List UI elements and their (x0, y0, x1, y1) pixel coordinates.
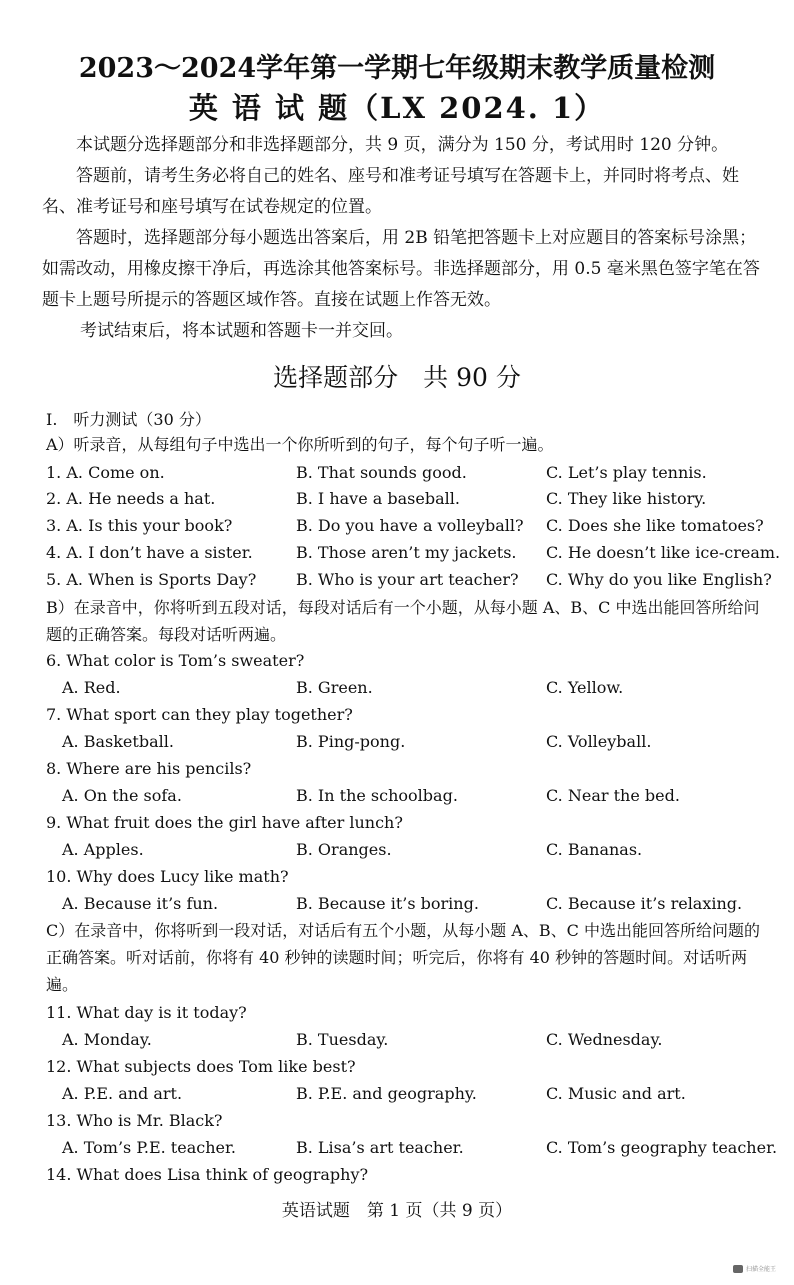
option-a: 2. A. He needs a hat. (46, 489, 216, 508)
options-row (46, 1135, 778, 1161)
option-b: B. Ping-pong. (296, 732, 406, 751)
instruction-paragraph-1: 本试题分选择题部分和非选择题部分，共 9 页，满分为 150 分，考试用时 120 分钟。 (76, 135, 729, 155)
question-text: 14. What does Lisa think of geography? (46, 1165, 369, 1184)
option-a: 5. A. When is Sports Day? (46, 570, 257, 589)
option-c: C. They like history. (546, 489, 707, 508)
question-text: 10. Why does Lucy like math? (46, 867, 289, 886)
option-a: A. Basketball. (62, 732, 174, 751)
option-b: B. I have a baseball. (296, 489, 460, 508)
scanner-watermark (733, 1264, 776, 1273)
option-a: A. P.E. and art. (62, 1084, 183, 1103)
option-c: C. Because it’s relaxing. (546, 894, 743, 913)
option-c: C. Wednesday. (546, 1030, 663, 1049)
option-b: B. That sounds good. (296, 463, 467, 482)
question-text: 6. What color is Tom’s sweater? (46, 651, 305, 670)
option-b: B. Oranges. (296, 840, 392, 859)
option-c: C. Music and art. (546, 1084, 686, 1103)
options-row (46, 891, 766, 917)
option-a: 3. A. Is this your book? (46, 516, 233, 535)
options-row (46, 783, 766, 809)
watermark-text: 扫描全能王 (745, 1266, 776, 1273)
option-b: B. Those aren’t my jackets. (296, 543, 517, 562)
option-c: C. Does she like tomatoes? (546, 516, 764, 535)
question-text: 11. What day is it today? (46, 1003, 247, 1022)
question-text: 12. What subjects does Tom like best? (46, 1057, 356, 1076)
option-c: C. Why do you like English? (546, 570, 772, 589)
question-text: 9. What fruit does the girl have after lunch? (46, 813, 403, 832)
exam-title: 2023～2024学年第一学期七年级期末教学质量检测 (78, 53, 716, 84)
options-row (46, 1027, 766, 1053)
section-b-instruction: B）在录音中，你将听到五段对话，每段对话后有一个小题，从每小题 A、B、C 中选出能回答所给问题的正确答案。每段对话听两遍。 (46, 598, 760, 644)
option-a: A. Red. (62, 678, 121, 697)
question-text: 8. Where are his pencils? (46, 759, 252, 778)
option-b: B. Because it’s boring. (296, 894, 479, 913)
question-text: 13. Who is Mr. Black? (46, 1111, 223, 1130)
question-row (46, 513, 766, 539)
option-c: C. He doesn’t like ice-cream. (546, 543, 781, 562)
option-c: C. Bananas. (546, 840, 643, 859)
part-heading: I. 听力测试（30 分） (46, 410, 211, 429)
option-a: A. Because it’s fun. (62, 894, 219, 913)
question-row (46, 567, 772, 593)
option-b: B. Who is your art teacher? (296, 570, 519, 589)
option-b: B. In the schoolbag. (296, 786, 458, 805)
option-a: A. Monday. (62, 1030, 152, 1049)
option-c: C. Volleyball. (546, 732, 652, 751)
option-a: A. Tom’s P.E. teacher. (62, 1138, 236, 1157)
option-b: B. Tuesday. (296, 1030, 389, 1049)
exam-subtitle: 英 语 试 题（LX 2024. 1） (188, 91, 606, 125)
option-a: 4. A. I don’t have a sister. (46, 543, 253, 562)
options-row (46, 1081, 766, 1107)
options-row (46, 675, 766, 701)
option-a: A. Apples. (62, 840, 144, 859)
option-c: C. Tom’s geography teacher. (546, 1138, 778, 1157)
question-row (46, 540, 781, 566)
instruction-paragraph-3: 答题时，选择题部分每小题选出答案后，用 2B 铅笔把答题卡上对应题目的答案标号涂黑；如需改动，用橡皮擦干净后，再选涂其他答案标号。非选择题部分，用 0.5 毫米黑色签字笔在答题卡上题号所提示的答题区域作答。直接在试题上作答无效。 (42, 228, 760, 310)
instruction-paragraph-4: 考试结束后，将本试题和答题卡一并交回。 (80, 321, 403, 341)
option-b: B. Green. (296, 678, 373, 697)
option-a: A. On the sofa. (62, 786, 182, 805)
instruction-paragraph-2: 答题前，请考生务必将自己的姓名、座号和准考证号填写在答题卡上，并同时将考点、姓名、准考证号和座号填写在试卷规定的位置。 (42, 166, 739, 217)
option-b: B. Do you have a volleyball? (296, 516, 524, 535)
question-text: 7. What sport can they play together? (46, 705, 353, 724)
option-b: B. P.E. and geography. (296, 1084, 477, 1103)
option-c: C. Near the bed. (546, 786, 680, 805)
question-row (46, 486, 766, 512)
options-row (46, 729, 766, 755)
scanner-logo-icon (733, 1265, 743, 1273)
page-footer: 英语试题 第 1 页（共 9 页） (281, 1201, 513, 1221)
section-title: 选择题部分 共 90 分 (273, 363, 521, 392)
question-row (46, 460, 766, 486)
option-a: 1. A. Come on. (46, 463, 165, 482)
options-row (46, 837, 766, 863)
option-c: C. Yellow. (546, 678, 624, 697)
option-c: C. Let’s play tennis. (546, 463, 707, 482)
section-c-instruction: C）在录音中，你将听到一段对话，对话后有五个小题，从每小题 A、B、C 中选出能回答所给问题的正确答案。听对话前，你将有 40 秒钟的读题时间；听完后，你将有 40 秒钟的答题时间。对话听两遍。 (46, 921, 760, 994)
option-b: B. Lisa’s art teacher. (296, 1138, 464, 1157)
section-a-instruction: A）听录音，从每组句子中选出一个你所听到的句子，每个句子听一遍。 (46, 435, 554, 454)
